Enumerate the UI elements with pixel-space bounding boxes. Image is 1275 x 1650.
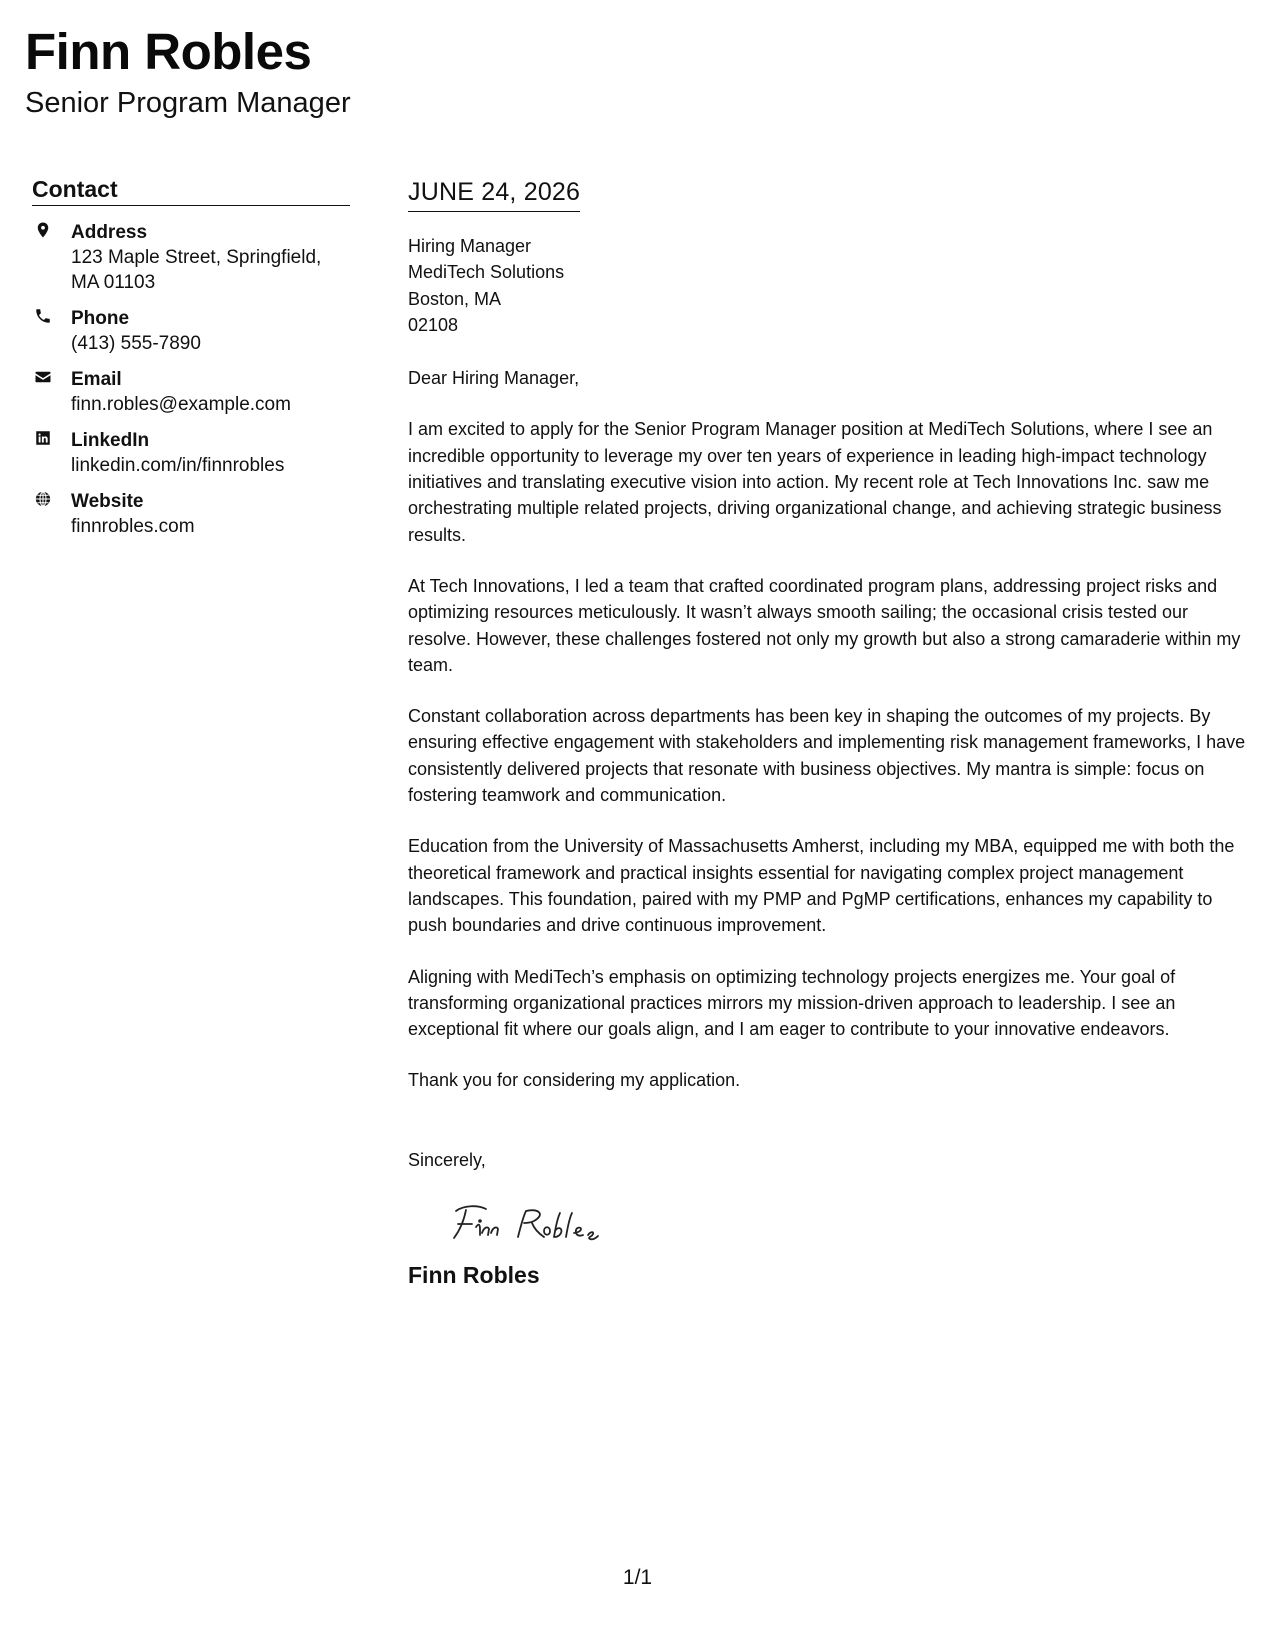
contact-item-email (32, 367, 350, 417)
letter-body (408, 176, 1250, 1289)
linkedin-link[interactable]: linkedin.com/in/finnrobles (71, 455, 285, 476)
handwritten-signature (448, 1197, 648, 1247)
contact-label: Email (71, 369, 122, 390)
letter-date: JUNE 24, 2026 (408, 176, 580, 212)
website-link[interactable]: finnrobles.com (71, 516, 195, 537)
applicant-name: Finn Robles (25, 23, 312, 80)
applicant-title: Senior Program Manager (25, 87, 351, 119)
contact-label: LinkedIn (71, 430, 150, 451)
closing: Sincerely, (408, 1149, 486, 1170)
contact-item-linkedin (32, 428, 350, 478)
recipient-line: MediTech Solutions (408, 262, 565, 283)
paragraph: Thank you for considering my application. (408, 1070, 741, 1091)
map-pin-icon (34, 221, 52, 239)
email-link[interactable]: finn.robles@example.com (71, 394, 291, 415)
contact-heading: Contact (32, 175, 350, 206)
paragraph: Education from the University of Massachusetts Amherst, including my MBA, equipped me with both the theoretical framework and practical insights essential for navigating complex project management landscapes. This foundation, paired with my PMP and PgMP certifications, enhances my capability to push boundaries and drive continuous improvement. (408, 836, 1235, 936)
contact-sidebar (32, 175, 350, 550)
contact-list (32, 220, 350, 539)
paragraph: I am excited to apply for the Senior Program Manager position at MediTech Solutions, where I see an incredible opportunity to leverage my over ten years of experience in leading high-impact technology initiatives and translating executive vision into action. My recent role at Tech Innovations Inc. saw me orchestrating multiple related projects, driving organizational change, and achieving strategic business results. (408, 419, 1222, 545)
linkedin-icon (34, 429, 52, 447)
contact-item-website (32, 489, 350, 539)
document-header (25, 22, 351, 120)
paragraph: Aligning with MediTech’s emphasis on optimizing technology projects energizes me. Your goal of transforming organizational practices mirrors my mission-driven approach to leadership. I see an exceptional fit where our goals align, and I am eager to contribute to your innovative endeavors. (408, 966, 1176, 1040)
contact-item-phone (32, 306, 350, 356)
contact-label: Address (71, 222, 148, 243)
recipient-line: 02108 (408, 314, 459, 335)
globe-icon (34, 490, 52, 508)
recipient-line: Boston, MA (408, 288, 502, 309)
recipient-line: Hiring Manager (408, 236, 532, 256)
address-value: 123 Maple Street, Springfield, MA 01103 (71, 247, 322, 293)
page-indicator: 1/1 (622, 1566, 653, 1589)
salutation: Dear Hiring Manager, (408, 368, 580, 389)
phone-icon (34, 307, 52, 325)
phone-value: (413) 555-7890 (71, 333, 201, 354)
paragraph: Constant collaboration across departments has been key in shaping the outcomes of my projects. By ensuring effective engagement with stakeholders and implementing risk management frameworks, I have consistently delivered projects that resonate with business objectives. My mantra is simple: focus on fostering teamwork and communication. (408, 706, 1246, 806)
signer-name: Finn Robles (408, 1262, 540, 1289)
contact-label: Phone (71, 308, 130, 329)
contact-label: Website (71, 491, 144, 512)
paragraph: At Tech Innovations, I led a team that crafted coordinated program plans, addressing project risks and optimizing resources meticulously. It wasn’t always smooth sailing; the occasional crisis tested our resolve. However, these challenges fostered not only my growth but also a strong camaraderie within my team. (408, 575, 1241, 675)
envelope-icon (34, 368, 52, 386)
contact-item-address (32, 220, 350, 295)
recipient-block (408, 233, 1250, 338)
